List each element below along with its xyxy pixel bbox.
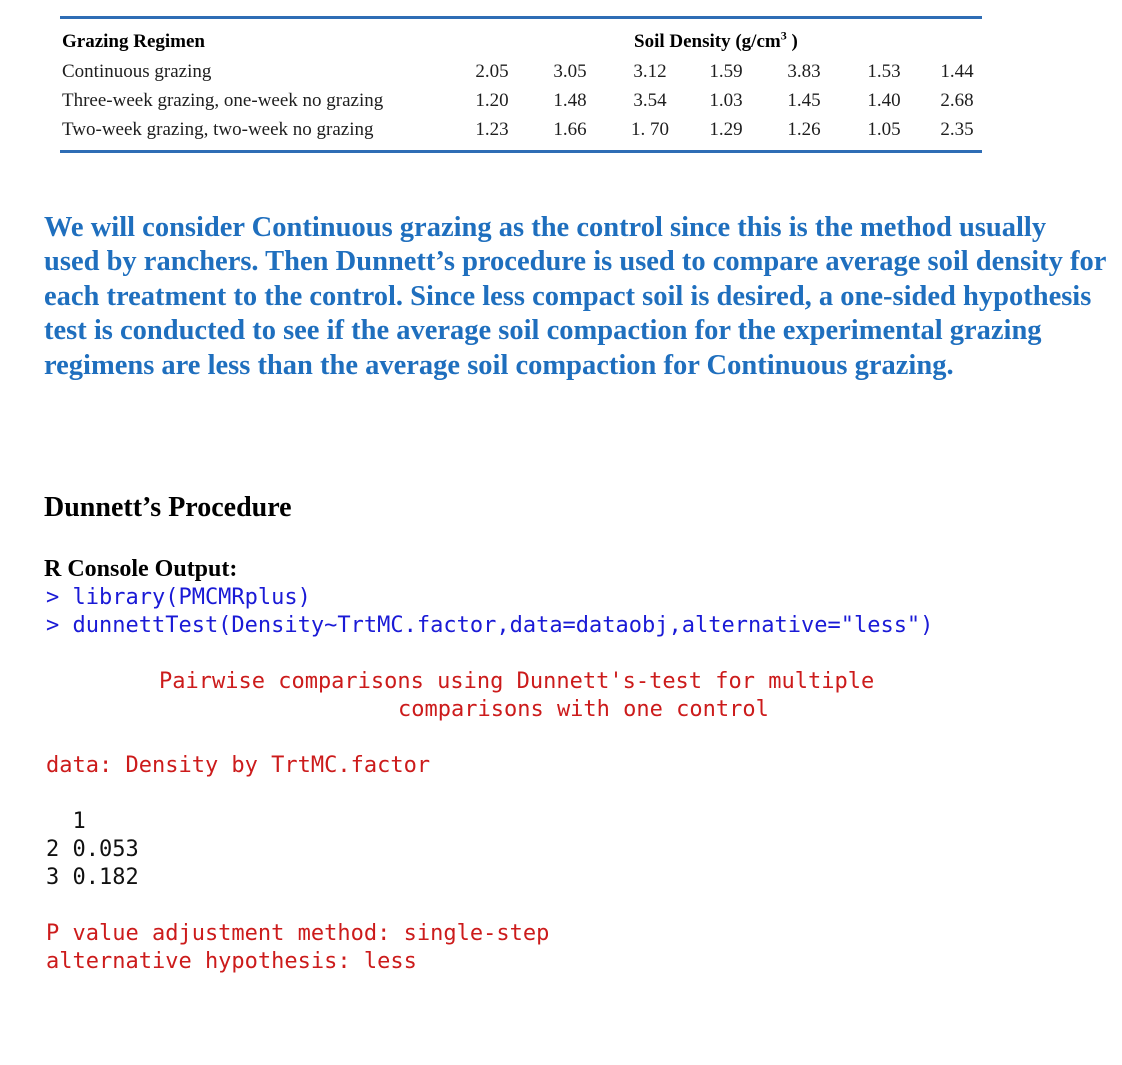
table-cell: 1.66 xyxy=(553,119,587,140)
table-cell: 3.12 xyxy=(633,61,667,82)
row-label: Continuous grazing xyxy=(62,61,212,82)
table-row xyxy=(60,90,982,116)
table-cell: 1.05 xyxy=(867,119,901,140)
table-cell: 2.35 xyxy=(940,119,974,140)
console-output-title-line2: comparisons with one control xyxy=(398,697,769,722)
table-cell: 1.53 xyxy=(867,61,901,82)
table-cell: 3.05 xyxy=(553,61,587,82)
table-cell: 1.40 xyxy=(867,90,901,111)
row-label: Two-week grazing, two-week no grazing xyxy=(62,119,374,140)
table-cell: 2.68 xyxy=(940,90,974,111)
row-label: Three-week grazing, one-week no grazing xyxy=(62,90,384,111)
table-row xyxy=(60,119,982,145)
table-row xyxy=(60,61,982,87)
table-cell: 1.59 xyxy=(709,61,743,82)
console-heading: R Console Output: xyxy=(44,556,238,582)
table-header-row xyxy=(60,28,982,57)
table-cell: 1.45 xyxy=(787,90,821,111)
table-cell: 1.23 xyxy=(475,119,509,140)
console-command-library: > library(PMCMRplus) xyxy=(46,585,311,610)
console-output-adjustment-line: P value adjustment method: single-step xyxy=(46,921,550,946)
console-output-alternative-line: alternative hypothesis: less xyxy=(46,949,417,974)
table-cell: 1.20 xyxy=(475,90,509,111)
table-cell: 2.05 xyxy=(475,61,509,82)
table-cell: 3.83 xyxy=(787,61,821,82)
table-cell: 1. 70 xyxy=(631,119,669,140)
table-cell: 1.44 xyxy=(940,61,974,82)
table-cell: 1.26 xyxy=(787,119,821,140)
table-cell: 1.29 xyxy=(709,119,743,140)
console-output-row: 2 0.053 xyxy=(46,837,139,862)
table-cell: 1.03 xyxy=(709,90,743,111)
console-output-title-line1: Pairwise comparisons using Dunnett's-test for multiple xyxy=(159,669,875,694)
soil-density-table xyxy=(60,16,982,153)
table-cell: 3.54 xyxy=(633,90,667,111)
console-output-column-header: 1 xyxy=(46,809,86,834)
soil-density-header: Soil Density ($g/cm^3$ ) xyxy=(634,28,798,52)
console-command-dunnett: > dunnettTest(Density~TrtMC.factor,data=dataobj,alternative="less") xyxy=(46,613,934,638)
grazing-regimen-header: Grazing Regimen xyxy=(62,31,206,52)
console-output-row: 3 0.182 xyxy=(46,865,139,890)
explanation-paragraph: We will consider Continuous grazing as the control since this is the method usually used by ranchers. Then Dunnett’s procedure is used to compare average soil density for each treatment to the control. Since less compact soil is desired, a one-sided hypothesis test is conducted to see if the average soil compaction for the experimental grazing regimens are less than the average soil compaction for Continuous grazing. xyxy=(44,212,1106,381)
table-cell: 1.48 xyxy=(553,90,587,111)
console-output-data-line: data: Density by TrtMC.factor xyxy=(46,753,431,778)
procedure-heading: Dunnett’s Procedure xyxy=(44,492,292,523)
